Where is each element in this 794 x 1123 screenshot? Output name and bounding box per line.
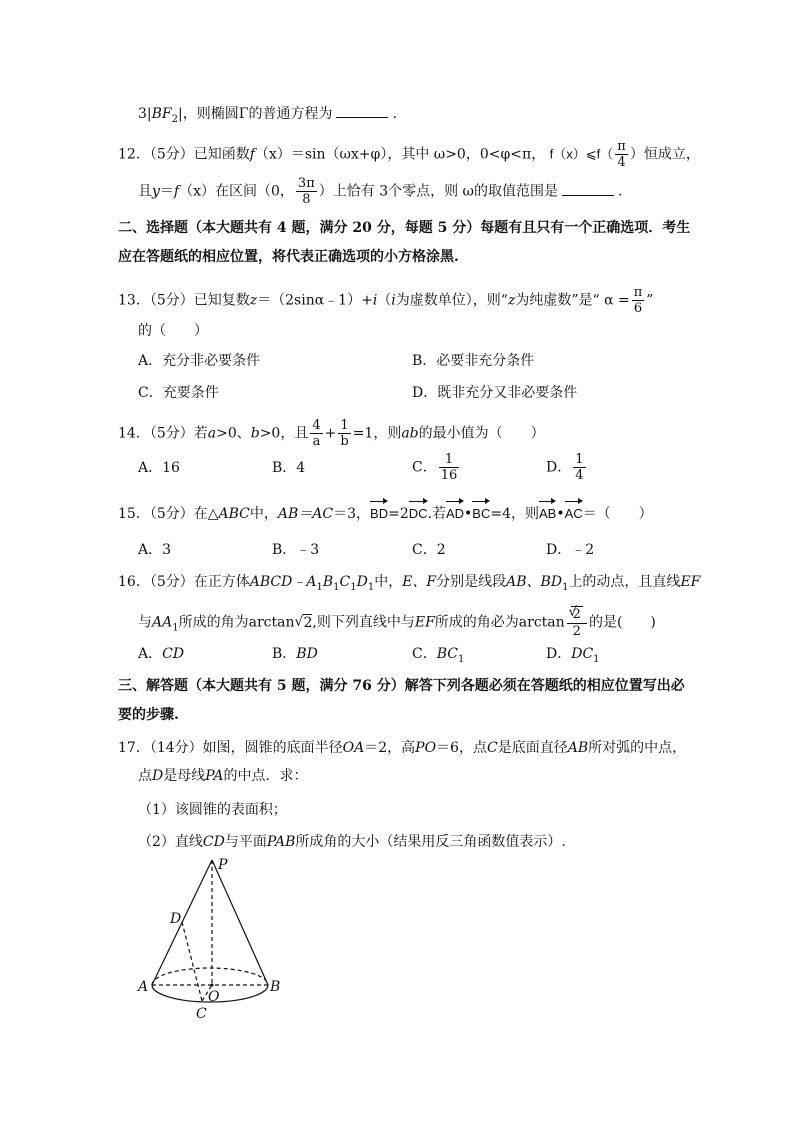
q17-sub1: （1）该圆锥的表面积； <box>138 802 287 818</box>
section3-heading-line2: 要的步骤. <box>118 707 179 723</box>
label-p: P <box>218 857 228 873</box>
q14-option-a: A．16 <box>138 460 180 476</box>
q13-line2: 的（ ） <box>138 323 208 339</box>
label-d: D <box>170 911 182 927</box>
q17-sub2: （2）直线CD与平面PAB所成角的大小（结果用反三角函数值表示）. <box>138 834 566 850</box>
cone-figure <box>132 855 302 1025</box>
section2-heading-line1: 二、选择题（本大题共有 4 题，满分 20 分，每题 5 分）每题有且只有一个正确选项．考生 <box>118 220 691 236</box>
q15-option-b: B．﹣3 <box>272 542 320 558</box>
q16-line1: 16．（5分）在正方体$ABCD﹣A_1B_1C_1D_1$中，E、F分别是线段AB、$BD_1$上的动点，且直线EF <box>118 574 701 593</box>
q15-option-a: A．3 <box>138 542 172 558</box>
q14-option-c: C． $\frac{1}{16}$ <box>412 452 458 483</box>
section2-heading-line2: 应在答题纸的相应位置，将代表正确选项的小方格涂黑. <box>118 249 459 265</box>
label-a: A <box>138 979 149 995</box>
label-o: O <box>208 989 220 1005</box>
q13-option-c: C．充要条件 <box>138 385 219 401</box>
q16-option-b: B．BD <box>272 646 318 662</box>
q13-line1: 13．（5分）已知复数z＝（2sinα﹣1）+i（i为虚数单位），则“z为纯虚数”是“ α = $\frac{\pi}{6}$ ” <box>118 285 654 316</box>
q14-option-b: B．4 <box>272 460 306 476</box>
q17-line2: 点D是母线PA的中点．求： <box>138 768 308 784</box>
q15-option-c: C．2 <box>412 542 446 558</box>
q11-tail: $3|BF_2|$，则椭圆Γ的普通方程为 . <box>138 103 397 130</box>
q13-option-a: A．充分非必要条件 <box>138 353 261 369</box>
q16-option-d: D．$DC_1$ <box>546 646 600 665</box>
q12-line1: 12．（5分）已知函数f（x）＝sin（ωx+φ），其中 ω>0，0<φ<π， f（x）⩽f（ $\frac{\pi}{4}$ ）恒成立， <box>118 139 700 170</box>
label-c: C <box>196 1006 207 1022</box>
q15-line1: 15．（5分）在△ABC中，AB＝AC＝3，BD=2DC.若AD•BC=4，则AB•AC＝（ ） <box>118 506 653 522</box>
q13-option-b: B．必要非充分条件 <box>412 353 535 369</box>
q15-option-d: D．﹣2 <box>546 542 595 558</box>
q14-line1: 14．（5分）若a>0、b>0，且 $\frac{4}{a}$ + $\frac{1}{b}$ =1，则ab的最小值为（ ） <box>118 418 545 449</box>
section3-heading-line1: 三、解答题（本大题共有 5 题，满分 76 分）解答下列各题必须在答题纸的相应位置写出必 <box>118 678 685 694</box>
label-b: B <box>270 979 281 995</box>
q16-option-c: C．$BC_1$ <box>412 646 465 665</box>
q13-option-d: D．既非充分又非必要条件 <box>412 385 578 401</box>
q16-option-a: A．CD <box>138 646 185 662</box>
q14-option-d: D． $\frac{1}{4}$ <box>546 452 584 483</box>
q12-line2: 且y＝f（x）在区间（0， $\frac{3\pi}{8}$ ）上恰有 3个零点，则 ω的取值范围是 . <box>138 176 623 207</box>
q17-line1: 17．（14分）如图，圆锥的底面半径OA＝2，高PO＝6，点C是底面直径AB所对弧的中点， <box>118 740 687 756</box>
q16-line2: 与$AA_1$所成的角为arctan√ 2,则下列直线中与EF所成的角必为arctan √ $\frac{2}{2}$ 的是( ) <box>138 606 656 639</box>
